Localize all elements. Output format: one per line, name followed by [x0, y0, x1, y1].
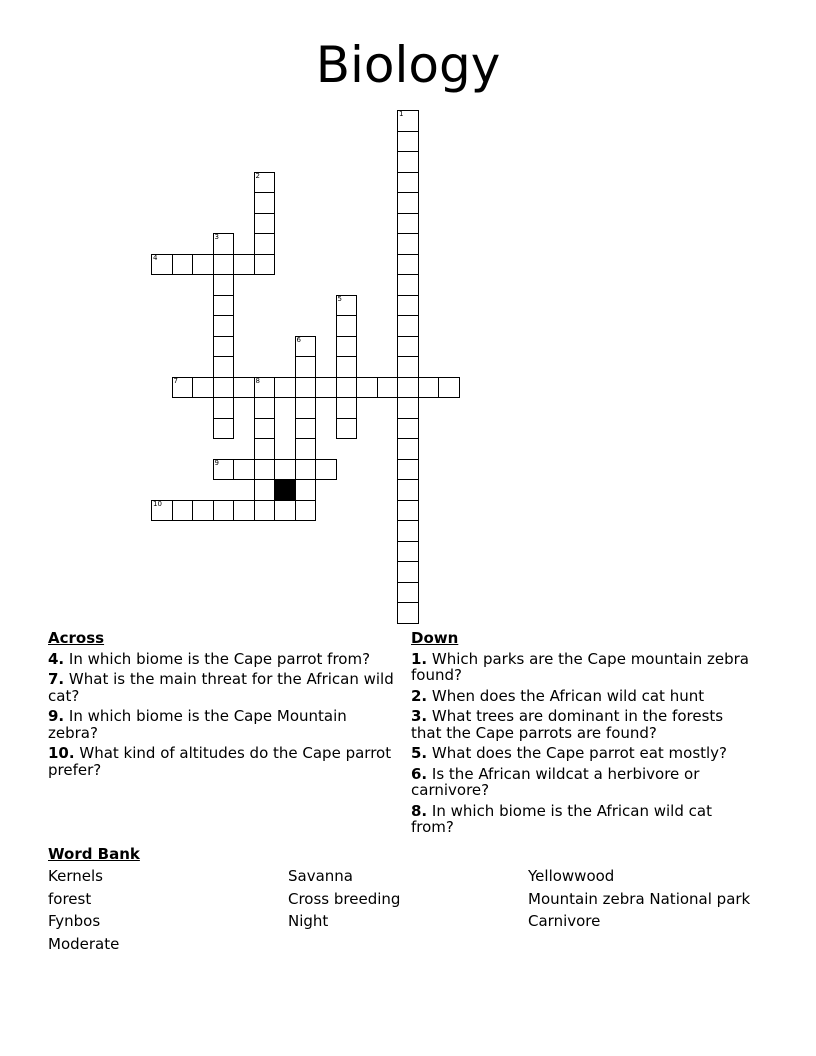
word-bank-item: Kernels — [48, 867, 103, 885]
clue-number-label: 1 — [399, 110, 404, 118]
grid-cell[interactable] — [213, 295, 235, 317]
clue-number-label: 3 — [214, 233, 219, 241]
grid-cell[interactable] — [172, 254, 194, 276]
down-clue-8 — [411, 803, 751, 836]
grid-cell[interactable] — [254, 479, 276, 501]
grid-cell[interactable] — [397, 151, 419, 173]
grid-cell[interactable] — [336, 418, 358, 440]
grid-cell[interactable] — [397, 541, 419, 563]
grid-cell[interactable] — [254, 213, 276, 235]
grid-cell[interactable] — [213, 397, 235, 419]
grid-cell[interactable] — [274, 377, 296, 399]
grid-cell[interactable] — [397, 397, 419, 419]
down-heading: Down — [411, 629, 459, 647]
grid-cell[interactable] — [397, 479, 419, 501]
grid-cell[interactable] — [336, 295, 358, 317]
grid-cell[interactable] — [336, 315, 358, 337]
grid-cell[interactable] — [315, 377, 337, 399]
across-clues — [48, 630, 396, 782]
clue-text: In which biome is the African wild cat from? — [411, 801, 712, 836]
grid-cell[interactable] — [213, 418, 235, 440]
clue-number-label: 8 — [255, 376, 260, 385]
grid-cell[interactable] — [295, 500, 317, 522]
clue-number-label: 10 — [153, 499, 162, 508]
grid-cell[interactable] — [397, 254, 419, 276]
word-bank-item: Mountain zebra National park — [528, 889, 751, 908]
grid-cell[interactable] — [254, 254, 276, 276]
clue-number: 1. — [411, 649, 428, 668]
grid-cell[interactable] — [397, 377, 419, 399]
grid-cell[interactable] — [295, 438, 317, 460]
grid-cell[interactable] — [254, 459, 276, 481]
word-bank-column — [288, 868, 528, 936]
grid-cell[interactable] — [397, 192, 419, 214]
grid-cell[interactable] — [192, 500, 214, 522]
grid-cell[interactable] — [213, 233, 235, 255]
clue-number: 4. — [48, 649, 65, 668]
clue-text: In which biome is the Cape Mountain zebra? — [48, 707, 347, 742]
clue-text: Is the African wildcat a herbivore or carnivore? — [411, 764, 700, 799]
grid-cell[interactable] — [336, 356, 358, 378]
grid-cell[interactable] — [295, 356, 317, 378]
clue-number: 6. — [411, 764, 428, 783]
grid-cell[interactable] — [254, 438, 276, 460]
clue-text: What is the main threat for the African wild cat? — [48, 670, 394, 705]
grid-cell[interactable] — [213, 377, 235, 399]
grid-cell[interactable] — [274, 500, 296, 522]
across-clue-4 — [48, 651, 396, 668]
grid-cell[interactable] — [336, 377, 358, 399]
clue-number-label: 9 — [214, 458, 219, 467]
word-bank-column — [48, 868, 288, 959]
grid-cell[interactable] — [295, 377, 317, 399]
grid-cell[interactable] — [233, 377, 255, 399]
grid-cell[interactable] — [397, 233, 419, 255]
grid-cell[interactable] — [274, 459, 296, 481]
word-bank-item: Moderate — [48, 935, 120, 954]
grid-cell[interactable] — [397, 459, 419, 481]
across-heading: Across — [48, 629, 105, 647]
across-clue-9 — [48, 708, 396, 741]
grid-cell[interactable] — [397, 315, 419, 337]
grid-cell[interactable] — [418, 377, 440, 399]
grid-cell[interactable] — [254, 233, 276, 255]
grid-cell[interactable] — [254, 500, 276, 522]
grid-cell[interactable] — [377, 377, 399, 399]
clue-number-label: 7 — [173, 376, 178, 385]
grid-cell[interactable] — [295, 418, 317, 440]
across-clue-7 — [48, 671, 396, 704]
clue-number: 7. — [48, 670, 65, 688]
word-bank-item: Carnivore — [528, 912, 601, 931]
grid-cell[interactable] — [254, 172, 276, 194]
black-cell — [274, 479, 296, 501]
down-clue-3 — [411, 708, 751, 741]
grid-cell[interactable] — [192, 377, 214, 399]
down-clue-6 — [411, 766, 751, 799]
down-clue-2 — [411, 688, 751, 705]
grid-cell[interactable] — [356, 377, 378, 399]
down-clues — [411, 630, 751, 840]
clue-number: 9. — [48, 707, 65, 725]
grid-cell[interactable] — [336, 336, 358, 358]
grid-cell[interactable] — [397, 438, 419, 460]
grid-cell[interactable] — [254, 377, 276, 399]
grid-cell[interactable] — [397, 418, 419, 440]
grid-cell[interactable] — [213, 254, 235, 276]
word-bank-title: Word Bank — [48, 845, 140, 863]
clue-text: Which parks are the Cape mountain zebra found? — [411, 649, 749, 684]
grid-cell[interactable] — [213, 336, 235, 358]
clue-text: In which biome is the Cape parrot from? — [68, 649, 371, 668]
grid-cell[interactable] — [397, 274, 419, 296]
grid-cell[interactable] — [254, 418, 276, 440]
grid-cell[interactable] — [397, 602, 419, 624]
grid-cell[interactable] — [254, 192, 276, 214]
grid-cell[interactable] — [151, 500, 173, 522]
grid-cell[interactable] — [397, 520, 419, 542]
grid-cell[interactable] — [213, 459, 235, 481]
grid-cell[interactable] — [254, 397, 276, 419]
grid-cell[interactable] — [233, 500, 255, 522]
grid-cell[interactable] — [397, 295, 419, 317]
clue-number-label: 4 — [153, 253, 158, 262]
grid-cell[interactable] — [213, 274, 235, 296]
grid-cell[interactable] — [172, 500, 194, 522]
grid-cell[interactable] — [213, 315, 235, 337]
clue-number: 2. — [411, 686, 428, 705]
grid-cell[interactable] — [192, 254, 214, 276]
down-clue-1 — [411, 651, 751, 684]
word-bank-item: Night — [288, 912, 329, 931]
clue-number: 3. — [411, 707, 428, 725]
clue-number-label: 5 — [337, 294, 342, 303]
grid-cell[interactable] — [315, 459, 337, 481]
puzzle-title: Biology — [315, 36, 501, 94]
grid-cell[interactable] — [295, 336, 317, 358]
word-bank-item: forest — [48, 889, 92, 908]
clue-text: What kind of altitudes do the Cape parrot prefer? — [48, 744, 392, 779]
grid-cell[interactable] — [397, 131, 419, 153]
grid-cell[interactable] — [213, 356, 235, 378]
clue-number: 10. — [48, 744, 75, 762]
grid-cell[interactable] — [213, 500, 235, 522]
word-bank-item: Cross breeding — [288, 889, 401, 908]
word-bank-item: Savanna — [288, 867, 353, 885]
clue-number-label: 6 — [296, 335, 301, 344]
grid-cell[interactable] — [397, 561, 419, 583]
grid-cell[interactable] — [295, 459, 317, 481]
down-clue-5 — [411, 745, 751, 762]
grid-cell[interactable] — [438, 377, 460, 399]
grid-cell[interactable] — [172, 377, 194, 399]
grid-cell[interactable] — [295, 479, 317, 501]
grid-cell[interactable] — [151, 254, 173, 276]
across-clue-10 — [48, 745, 396, 778]
grid-cell[interactable] — [397, 172, 419, 194]
grid-cell[interactable] — [397, 500, 419, 522]
grid-cell[interactable] — [295, 397, 317, 419]
clue-number-label: 2 — [255, 171, 260, 180]
clue-text: What trees are dominant in the forests that the Cape parrots are found? — [411, 707, 724, 742]
grid-cell[interactable] — [397, 356, 419, 378]
clue-text: When does the African wild cat hunt — [431, 686, 705, 705]
word-bank-item: Yellowwood — [528, 867, 615, 885]
word-bank-item: Fynbos — [48, 912, 101, 931]
clue-text: What does the Cape parrot eat mostly? — [431, 744, 728, 762]
grid-cell[interactable] — [397, 336, 419, 358]
grid-cell[interactable] — [397, 582, 419, 604]
grid-cell[interactable] — [336, 397, 358, 419]
grid-cell[interactable] — [233, 254, 255, 276]
word-bank-column — [528, 868, 768, 936]
word-bank — [48, 845, 768, 954]
grid-cell[interactable] — [233, 459, 255, 481]
clue-number: 8. — [411, 801, 428, 820]
grid-cell[interactable] — [397, 213, 419, 235]
clue-number: 5. — [411, 744, 428, 762]
grid-cell[interactable] — [397, 110, 419, 132]
